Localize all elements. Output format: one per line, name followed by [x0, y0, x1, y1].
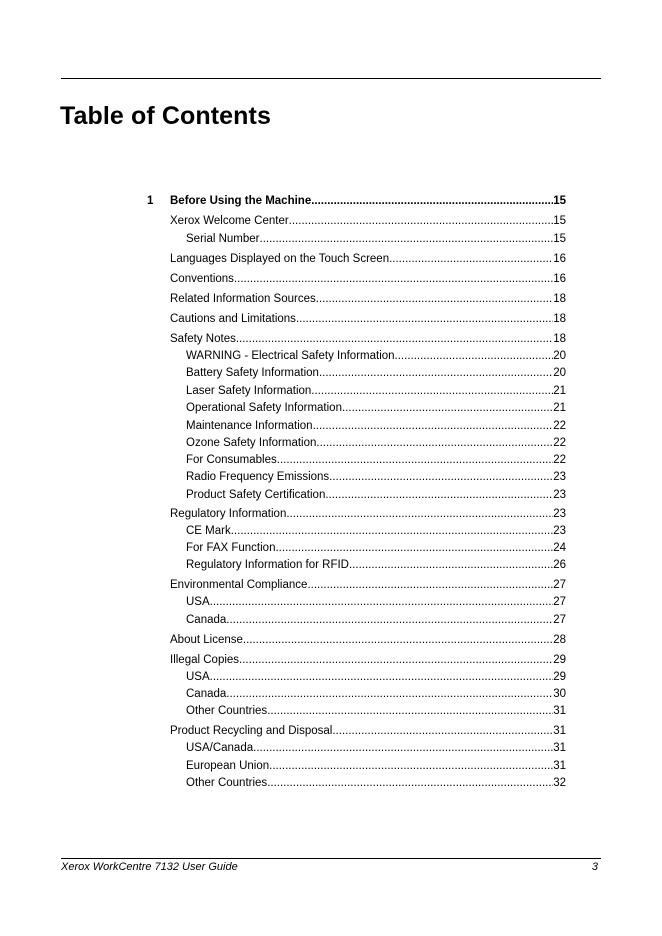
- toc-subentry[interactable]: [186, 453, 566, 467]
- toc-entry-title: Operational Safety Information: [186, 402, 342, 414]
- toc-entry-page: 30: [553, 688, 566, 700]
- toc-entry[interactable]: [170, 312, 566, 326]
- toc-entry-page: 16: [553, 253, 566, 265]
- toc-entry[interactable]: [170, 653, 566, 667]
- toc-leader: [277, 453, 553, 467]
- toc-chapter-page: 15: [553, 195, 566, 207]
- toc-leader: [236, 332, 553, 346]
- toc-leader: [260, 232, 554, 246]
- toc-entry-title: USA: [186, 596, 210, 608]
- toc-leader: [231, 524, 553, 538]
- toc-chapter-entry[interactable]: [147, 194, 566, 208]
- toc-entry-page: 18: [553, 333, 566, 345]
- toc-subentry[interactable]: [186, 401, 566, 415]
- toc-leader: [389, 252, 553, 266]
- toc-entry-page: 23: [553, 471, 566, 483]
- footer-title: Xerox WorkCentre 7132 User Guide: [61, 861, 238, 873]
- toc-chapter-title: Before Using the Machine: [170, 195, 312, 207]
- toc-entry-title: USA/Canada: [186, 742, 254, 754]
- toc-entry-title: Product Recycling and Disposal: [170, 725, 333, 737]
- toc-entry-title: Other Countries: [186, 777, 268, 789]
- toc-subentry[interactable]: [186, 470, 566, 484]
- toc-leader: [316, 292, 553, 306]
- toc-subentry[interactable]: [186, 776, 566, 790]
- toc-entry-page: 31: [553, 760, 566, 772]
- toc-entry[interactable]: [170, 272, 566, 286]
- toc-leader: [253, 741, 553, 755]
- toc-entry-page: 29: [553, 654, 566, 666]
- toc-subentry[interactable]: [186, 759, 566, 773]
- toc-entry-page: 18: [553, 313, 566, 325]
- toc-leader: [329, 470, 553, 484]
- toc-leader: [286, 507, 553, 521]
- toc-subentry[interactable]: [186, 704, 566, 718]
- toc-leader: [319, 366, 553, 380]
- toc-entry-page: 29: [553, 671, 566, 683]
- toc-entry-title: Serial Number: [186, 233, 260, 245]
- toc-leader: [313, 419, 554, 433]
- toc-entry-title: Regulatory Information for RFID: [186, 559, 349, 571]
- toc-leader: [325, 488, 553, 502]
- toc-subentry[interactable]: [186, 419, 566, 433]
- toc-entry-title: Safety Notes: [170, 333, 236, 345]
- toc-leader: [275, 541, 553, 555]
- toc-entry-page: 27: [553, 614, 566, 626]
- toc-subentry[interactable]: [186, 436, 566, 450]
- footer-page-number: 3: [591, 861, 598, 873]
- toc-entry[interactable]: [170, 292, 566, 306]
- toc-entry-title: Xerox Welcome Center: [170, 215, 289, 227]
- toc-leader: [349, 558, 553, 572]
- toc-leader: [226, 613, 553, 627]
- toc-leader: [311, 194, 553, 208]
- toc-entry-page: 20: [553, 350, 566, 362]
- toc-entry-page: 15: [553, 215, 566, 227]
- toc-entry-page: 26: [553, 559, 566, 571]
- toc-leader: [342, 401, 553, 415]
- toc-entry-title: Ozone Safety Information: [186, 437, 317, 449]
- toc-leader: [296, 312, 553, 326]
- toc-entry-title: Illegal Copies: [170, 654, 240, 666]
- toc-entry-page: 22: [553, 454, 566, 466]
- toc-subentry[interactable]: [186, 687, 566, 701]
- toc-entry-title: Canada: [186, 614, 227, 626]
- toc-subentry[interactable]: [186, 541, 566, 555]
- toc-leader: [210, 595, 554, 609]
- toc-subentry[interactable]: [186, 384, 566, 398]
- toc-entry[interactable]: [170, 507, 566, 521]
- toc-entry-title: Maintenance Information: [186, 420, 313, 432]
- toc-entry-title: Environmental Compliance: [170, 579, 308, 591]
- toc-subentry[interactable]: [186, 558, 566, 572]
- toc-entry-title: Regulatory Information: [170, 508, 287, 520]
- toc-entry-title: Conventions: [170, 273, 234, 285]
- toc-entry-title: About License: [170, 634, 243, 646]
- toc-entry-title: Other Countries: [186, 705, 268, 717]
- toc-subentry[interactable]: [186, 595, 566, 609]
- toc-entry-title: European Union: [186, 760, 270, 772]
- toc-entry[interactable]: [170, 633, 566, 647]
- toc-entry-title: Product Safety Certification: [186, 489, 326, 501]
- toc-entry-title: Laser Safety Information: [186, 385, 312, 397]
- toc-entry-page: 28: [553, 634, 566, 646]
- toc-subentry[interactable]: [186, 524, 566, 538]
- toc-entry[interactable]: [170, 252, 566, 266]
- toc-entry-page: 24: [553, 542, 566, 554]
- toc-entry-page: 21: [553, 385, 566, 397]
- toc-entry-page: 27: [553, 579, 566, 591]
- toc-leader: [311, 384, 553, 398]
- toc-leader: [239, 653, 553, 667]
- toc-subentry[interactable]: [186, 670, 566, 684]
- toc-entry-title: Radio Frequency Emissions: [186, 471, 330, 483]
- toc-leader: [307, 578, 553, 592]
- toc-entry-title: Canada: [186, 688, 227, 700]
- toc-entry-page: 23: [553, 508, 566, 520]
- toc-leader: [267, 776, 553, 790]
- toc-entry-page: 15: [553, 233, 566, 245]
- toc-subentry[interactable]: [186, 366, 566, 380]
- toc-entry-page: 31: [553, 725, 566, 737]
- toc-leader: [289, 214, 554, 228]
- toc-chapter-number: 1: [147, 195, 154, 207]
- toc-entry-title: Related Information Sources: [170, 293, 316, 305]
- toc-entry-page: 27: [553, 596, 566, 608]
- toc-entry[interactable]: [170, 214, 566, 228]
- toc-entry[interactable]: [170, 578, 566, 592]
- footer-rule: [61, 858, 601, 859]
- toc-entry[interactable]: [170, 332, 566, 346]
- toc-entry-page: 31: [553, 705, 566, 717]
- toc-entry-title: Battery Safety Information: [186, 367, 319, 379]
- page-title: Table of Contents: [60, 102, 271, 130]
- toc-subentry[interactable]: [186, 232, 566, 246]
- toc-entry-page: 22: [553, 420, 566, 432]
- toc-entry-title: For Consumables: [186, 454, 277, 466]
- toc-entry-page: 18: [553, 293, 566, 305]
- toc-leader: [267, 704, 553, 718]
- toc-entry-title: For FAX Function: [186, 542, 276, 554]
- toc-entry-page: 16: [553, 273, 566, 285]
- toc-entry-page: 31: [553, 742, 566, 754]
- toc-entry-page: 22: [553, 437, 566, 449]
- toc-entry-page: 23: [553, 525, 566, 537]
- toc-entry-page: 32: [553, 777, 566, 789]
- toc-leader: [332, 724, 553, 738]
- toc-leader: [316, 436, 553, 450]
- toc-leader: [243, 633, 553, 647]
- toc-entry[interactable]: [170, 724, 566, 738]
- toc-entry-page: 21: [553, 402, 566, 414]
- toc-subentry[interactable]: [186, 349, 566, 363]
- toc-subentry[interactable]: [186, 741, 566, 755]
- toc-leader: [210, 670, 554, 684]
- toc-entry-title: CE Mark: [186, 525, 231, 537]
- toc-entry-title: USA: [186, 671, 210, 683]
- toc-leader: [226, 687, 553, 701]
- toc-subentry[interactable]: [186, 613, 566, 627]
- toc-leader: [395, 349, 554, 363]
- toc-entry-title: WARNING - Electrical Safety Information: [186, 350, 395, 362]
- toc-subentry[interactable]: [186, 488, 566, 502]
- toc-entry-title: Languages Displayed on the Touch Screen: [170, 253, 390, 265]
- toc-entry-title: Cautions and Limitations: [170, 313, 296, 325]
- toc-leader: [269, 759, 553, 773]
- toc-leader: [234, 272, 553, 286]
- toc-entry-page: 23: [553, 489, 566, 501]
- toc-entry-page: 20: [553, 367, 566, 379]
